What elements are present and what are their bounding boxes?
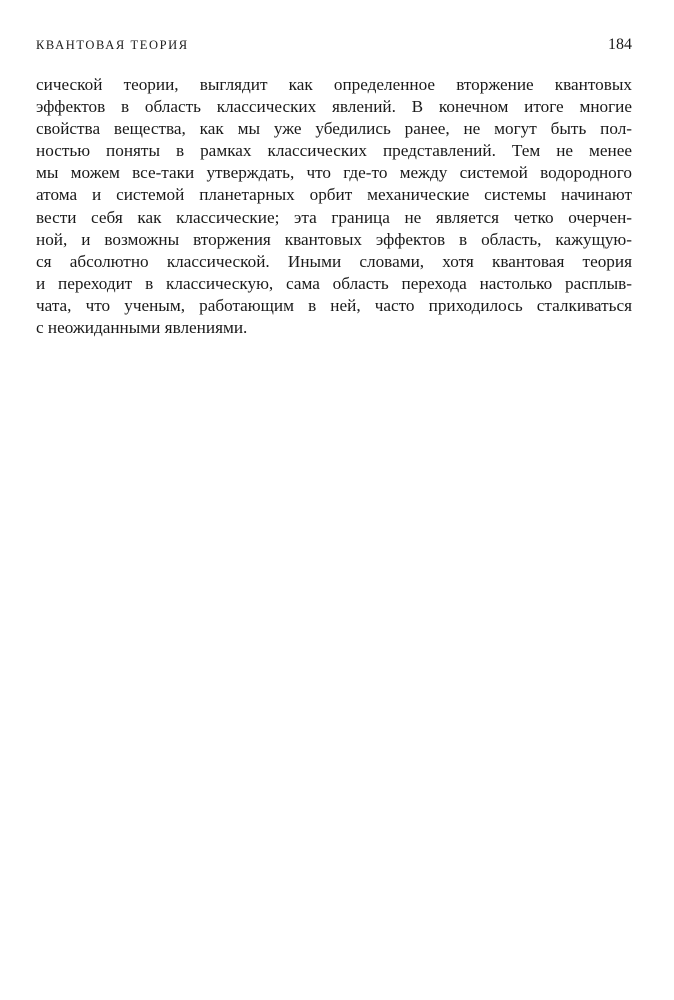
text-line: и переходит в классическую, сама область перехода настолько расплыв-	[36, 273, 632, 293]
running-head: КВАНТОВАЯ ТЕОРИЯ	[36, 38, 189, 52]
body-paragraph	[36, 74, 632, 339]
page-number: 184	[608, 36, 632, 53]
text-line-last: с неожиданными явлениями.	[36, 318, 248, 338]
text-line: ной, и возможны вторжения квантовых эффектов в область, кажущую-	[36, 229, 632, 249]
text-line: ностью поняты в рамках классических представлений. Тем не менее	[36, 141, 632, 161]
text-line: вести себя как классические; эта граница не является четко очерчен-	[36, 207, 632, 227]
text-line: эффектов в область классических явлений. В конечном итоге многие	[36, 97, 632, 117]
text-line: ся абсолютно классической. Иными словами, хотя квантовая теория	[36, 251, 632, 271]
text-line: чата, что ученым, работающим в ней, часто приходилось сталкиваться	[36, 295, 632, 315]
text-line: мы можем все-таки утверждать, что где-то между системой водородного	[36, 163, 632, 183]
text-line: свойства вещества, как мы уже убедились ранее, не могут быть пол-	[36, 119, 632, 139]
text-line: атома и системой планетарных орбит механические системы начинают	[36, 185, 632, 205]
text-line: сической теории, выглядит как определенное вторжение квантовых	[36, 75, 632, 94]
